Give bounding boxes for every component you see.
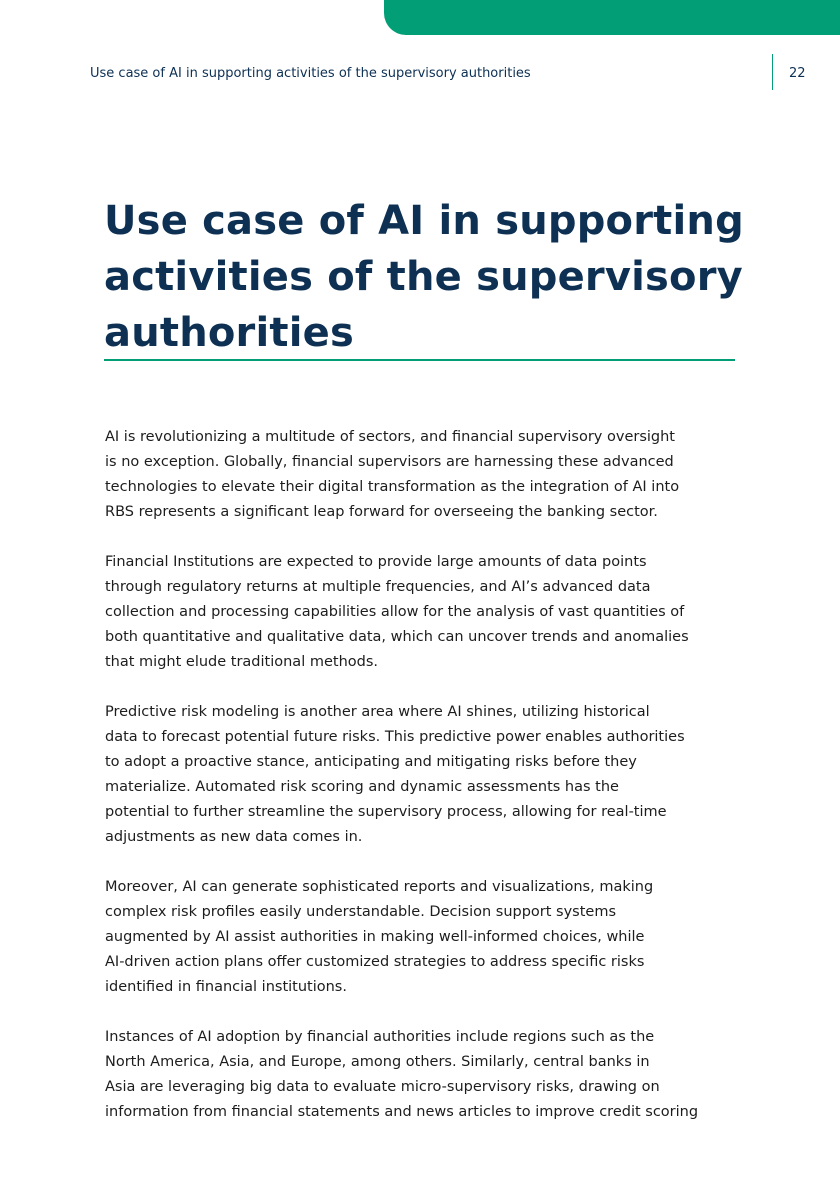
page-title: Use case of AI in supporting activities of the supervisory authorities	[104, 198, 744, 356]
paragraph: Predictive risk modeling is another area where AI shines, utilizing historical data to forecast potential future risks. This predictive power enables authorities to adopt a proactive stance, anticipating and mitigating risks before they materialize. Automated risk scoring and dynamic assessments has the potential to further streamline the supervisory process, allowing for real-time adjustments as new data comes in.	[105, 704, 685, 845]
paragraph: Moreover, AI can generate sophisticated reports and visualizations, making complex risk profiles easily understandable. Decision support systems augmented by AI assist authorities in making well-informed choices, while AI-driven action plans offer customized strategies to address specific risks identified in financial institutions.	[105, 879, 654, 995]
top-accent-bar	[384, 0, 840, 35]
page-number: 22	[789, 66, 806, 81]
title-underline	[104, 359, 735, 361]
running-header-title: Use case of AI in supporting activities of the supervisory authorities	[90, 66, 531, 81]
paragraph: AI is revolutionizing a multitude of sectors, and financial supervisory oversight is no exception. Globally, financial supervisors are harnessing these advanced technologies to elevate their digital transformation as the integration of AI into RBS represents a significant leap forward for overseeing the banking sector.	[105, 429, 680, 520]
paragraph: Financial Institutions are expected to provide large amounts of data points through regulatory returns at multiple frequencies, and AI’s advanced data collection and processing capabilities allow for the analysis of vast quantities of both quantitative and qualitative data, which can uncover trends and anomalies that might elude traditional methods.	[105, 554, 689, 670]
header-divider	[772, 54, 773, 90]
body-text	[105, 425, 745, 1150]
paragraph: Instances of AI adoption by financial authorities include regions such as the North America, Asia, and Europe, among others. Similarly, central banks in Asia are leveraging big data to evaluate micro-supervisory risks, drawing on information from financial statements and news articles to improve credit scoring	[105, 1029, 699, 1120]
